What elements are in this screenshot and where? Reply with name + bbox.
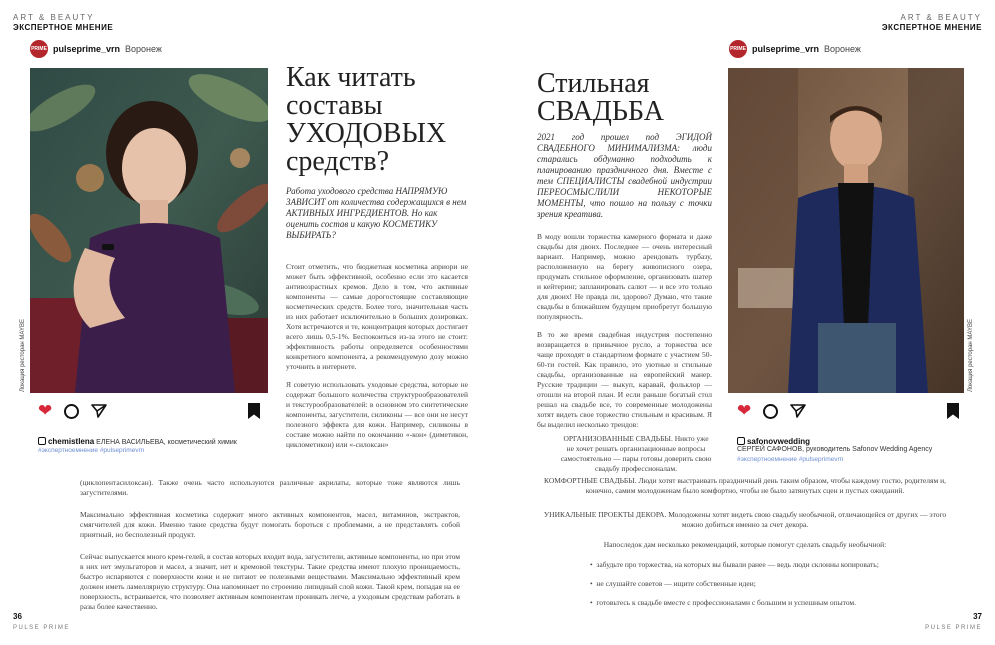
avatar[interactable]: PRIME (729, 40, 747, 58)
credit-name-right: СЕРГЕЙ САФОНОВ, руководитель Safonov Wedding Agency (737, 446, 933, 453)
credit-name-left: ЕЛЕНА ВАСИЛЬЕВА, косметический химик (96, 439, 237, 446)
ig-city-left: Воронеж (125, 44, 162, 54)
paragraph: Максимально эффективная косметика содержит много активных компонентов, масел, витаминов, экстрактов, смягчителей для кожи. Именно такие средства будут помогать бороться с проблемами, а не представлять собой приятный, но бесполезный продукт. (80, 510, 460, 539)
list-item: • забудьте про торжества, на которых вы бывали ранее — ведь люди склонны копировать; (590, 560, 879, 569)
lead-right: 2021 год прошел под ЭГИДОЙ СВАДЕБНОГО МИНИМАЛИЗМА: люди старались обдуманно подходить к планированию праздничного дня. Вместе с тем СПЕЦИАЛИСТЫ свадебной индустрии ПЕРЕОСМЫСЛИЛИ НЕКОТОРЫЕ МОМЕНТЫ, что пошло на пользу с точки зрения креатива. (537, 132, 712, 219)
page-number-left: 36 (13, 612, 22, 621)
tags-right[interactable]: #экспертноемнение #pulseprimevrn (737, 456, 844, 463)
credit-left (38, 437, 278, 446)
ig-handle-left[interactable]: pulseprime_vrn (53, 44, 121, 54)
page-number-right: 37 (973, 612, 982, 621)
credit-right (737, 437, 977, 453)
comment-icon[interactable] (763, 404, 778, 419)
bookmark-icon[interactable] (947, 403, 959, 419)
column-right (537, 232, 712, 438)
title-right (537, 70, 717, 126)
share-icon[interactable] (790, 403, 806, 419)
heart-icon[interactable]: ❤ (38, 401, 53, 420)
photo-caption-left: Локация ресторан MAYBE (20, 319, 26, 392)
comment-icon[interactable] (64, 404, 79, 419)
section-label-left: ART & BEAUTY (13, 13, 95, 22)
photo-sergey (728, 68, 964, 393)
ig-actions-right (737, 403, 959, 419)
section-subtitle-left: ЭКСПЕРТНОЕ МНЕНИЕ (13, 23, 114, 32)
title-line: Как читать (286, 62, 416, 93)
title-line: средств? (286, 146, 390, 177)
paragraph: Напоследок дам несколько рекомендаций, которые помогут сделать свадьбу необычной: (603, 540, 887, 549)
photo-elena (30, 68, 268, 393)
paragraph: УНИКАЛЬНЫЕ ПРОЕКТЫ ДЕКОРА. Молодожены хотят видеть свою свадьбу необычной, отличающейся от других — этого можно добиться именно за счет декора. (543, 510, 947, 529)
ig-header-right (729, 40, 861, 58)
footer-brand-left: PULSE PRIME (13, 625, 70, 631)
section-label-right: ART & BEAUTY (900, 13, 982, 22)
column-left (286, 262, 468, 458)
title-line: составы (286, 90, 383, 121)
title-line: УХОДОВЫХ (286, 118, 447, 149)
credit-handle-left[interactable]: chemistlena (47, 437, 95, 446)
ig-actions-left (38, 403, 260, 419)
wide-text-left (80, 478, 460, 620)
credit-handle-right[interactable]: safonovwedding (746, 437, 811, 446)
ig-header-left (30, 40, 162, 58)
share-icon[interactable] (91, 403, 107, 419)
paragraph: (циклопентасилоксан). Также очень часто используются различные акрилаты, которые тоже являются лишь загустителями. (80, 478, 460, 497)
list-item: • не слушайте советов — ищите собственные идеи; (590, 579, 756, 588)
paragraph: Сейчас выпускается много крем-гелей, в состав которых входит вода, загустители, активные компоненты, но при этом в них нет эмульгаторов и масел, а значит, нет и кремовой текстуры. Такие средства имеют плохую проницаемость, быстро испаряются с поверхности кожи и не питают ее полезными веществами. Максимально эффективный крем должен иметь ламеллярную структуру. Она напоминает по строению липидный слой кожи. Такой крем, попадая на ее поверхность, встраивается, что позволяет активным компонентам проникать легче, а уходовым средствам работать в разы более качественно. (80, 552, 460, 611)
title-left (286, 64, 486, 176)
heart-icon[interactable]: ❤ (737, 401, 752, 420)
tags-left[interactable]: #экспертноемнение #pulseprimevrn (38, 447, 145, 454)
paragraph: Стоит отметить, что бюджетная косметика априори не может быть эффективной, особенно если это касается антивозрастных кремов. Дело в том, что активные компоненты — самые дорогостоящие составляющие косметических средств. Более того, значительная часть из них работает исключительно в больших дозировках. Хотя встречаются и те, концентрация которых достигает всего лишь 0,5-1%. Беспокоиться из-за этого не стоит: эффективность работы определяется особенностями конкретного компонента, а рекомендуемую дозу можно уточнить в интернете. (286, 262, 468, 371)
paragraph: Я советую использовать уходовые средства, которые не содержат большого количества структурообразователей и текстурообразователей: в основном это синтетические компоненты, загустители, силиконы — все они не несут полезного эффекта для кожи. Например, силиконы в составе можно найти по окончанию «-кон» (диметикон, циклометикон) или «-силоксан» (286, 380, 468, 449)
bookmark-icon[interactable] (248, 403, 260, 419)
lead-left: Работа уходового средства НАПРЯМУЮ ЗАВИСИТ от количества содержащихся в нем АКТИВНЫХ ИНГРЕДИЕНТОВ. Но как оценить состав и какую КОСМЕТИКУ ВЫБИРАТЬ? (286, 186, 467, 240)
ig-handle-right[interactable]: pulseprime_vrn (752, 44, 820, 54)
footer-brand-right: PULSE PRIME (925, 625, 982, 631)
trend-organized: ОРГАНИЗОВАННЫЕ СВАДЬБЫ. Никто уже не хочет решать организационные вопросы самостоятельно — пары готовы доверить свою свадьбу профессионалам. (560, 434, 712, 473)
avatar[interactable]: PRIME (30, 40, 48, 58)
recommendations-list (590, 560, 950, 608)
list-item: • готовьтесь к свадьбе вместе с профессионалами с большим и успешным опытом. (590, 598, 857, 607)
paragraph: В то же время свадебная индустрия постепенно возвращается в привычное русло, а торжества все чаще проходят в стандартном формате с участием 50-60-ти гостей. Как правило, это уютные и стильные свадьбы, организованные на европейский манер. Русские традиции — выкуп, каравай, фольклор — отошли на второй план. И если раньше богатый стол решал на свадьбе все, то современные молодожены хотят видеть свое торжество стильным и красивым. Я бы выделил несколько трендов: (537, 330, 712, 429)
title-line: Стильная (537, 68, 650, 99)
photo-caption-right: Локация ресторан MAYBE (968, 319, 974, 392)
title-line: СВАДЬБА (537, 96, 664, 127)
paragraph: В моду вошли торжества камерного формата и даже свадьбы для двоих. Последнее — очень интересный вариант. Например, можно арендовать турбазу, расположенную на берегу живописного озера, продумать стильное оформление, организовать шатер и кейтеринг, запланировать салют — и все это только для двоих! Не правда ли, здорово? Думаю, что такие свадьбы в ближайшем будущем приобретут большую популярность. (537, 232, 712, 321)
paragraph: КОМФОРТНЫЕ СВАДЬБЫ. Люди хотят выстраивать праздничный день таким образом, чтобы каждому гостю, родителям и, конечно, самим молодоженам было комфортно, чтобы не было затянутых сцен и пустых ожиданий. (544, 476, 946, 495)
ig-city-right: Воронеж (824, 44, 861, 54)
wide-text-right (540, 476, 950, 559)
section-subtitle-right: ЭКСПЕРТНОЕ МНЕНИЕ (881, 23, 982, 32)
instagram-icon (737, 437, 745, 445)
instagram-icon (38, 437, 46, 445)
